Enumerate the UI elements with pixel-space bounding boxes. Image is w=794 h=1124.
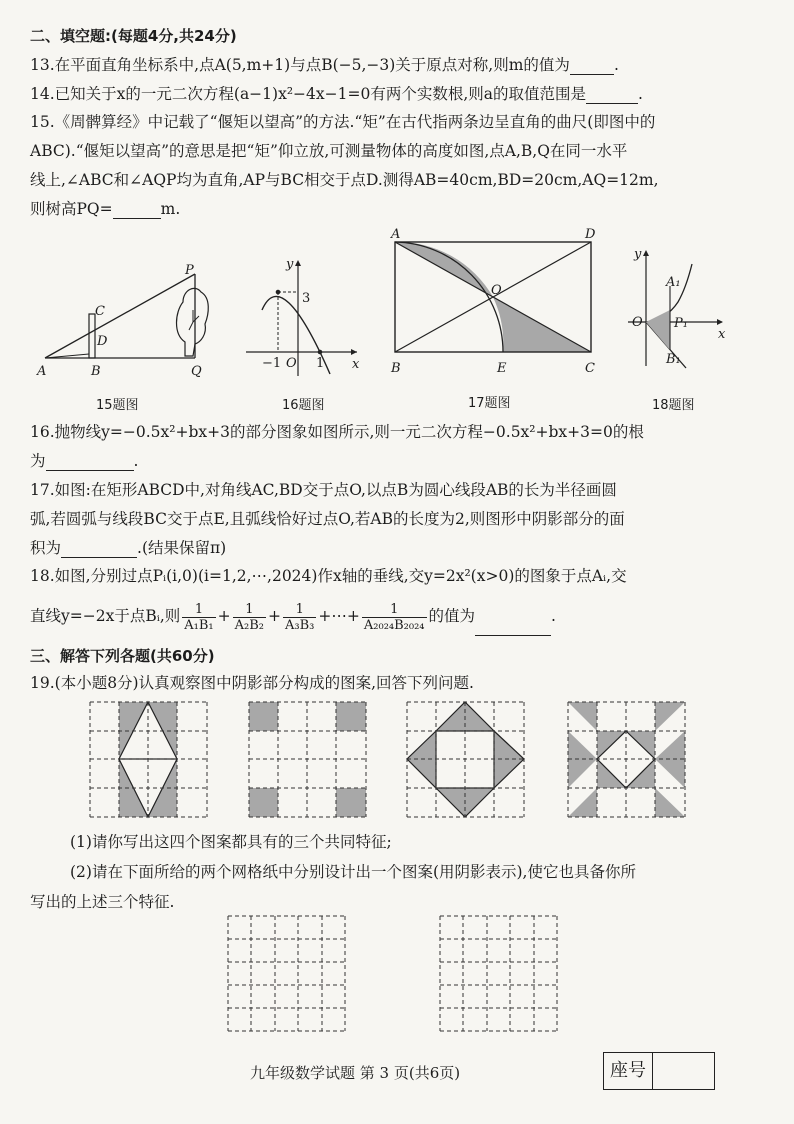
label-origin: O [632,315,643,330]
label-B: B [91,364,101,379]
label-B1: B₁ [666,352,681,367]
blank-grid-1[interactable] [228,916,345,1031]
answer-blank-14[interactable] [586,87,638,104]
seat-number-box [603,1052,715,1090]
figure-15 [35,262,225,382]
fraction-2024: $\frac{1}{\text{A₂₀₂₄B₂₀₂₄}}$ [363,601,425,633]
blank-grid-2[interactable] [440,916,557,1031]
question-15-line1: 15.《周髀算经》中记载了“偃矩以望高”的方法.“矩”在古代指两条边呈直角的曲尺(即图中的 [30,113,656,131]
label-C: C [585,361,595,376]
pattern-2 [249,702,366,817]
seat-number-field[interactable] [654,1053,714,1089]
label-A1: A₁ [666,275,681,290]
answer-blank-18[interactable] [475,619,551,636]
label-Q: Q [191,364,202,379]
label-P: P [185,263,194,278]
label-D: D [97,334,108,349]
fraction-1: $\frac{1}{\text{A₁B₁}}$ [184,601,214,633]
caption-18: 18题图 [652,398,695,413]
question-19-part2-line1: (2)请在下面所给的两个网格纸中分别设计出一个图案(用阴影表示),使它也具备你所 [70,863,636,881]
section-3-title: 三、解答下列各题(共60分) [30,647,215,665]
label-x-axis: x [718,327,726,342]
answer-blank-15[interactable] [113,202,161,219]
question-15-line4: 则树高PQ= m. [30,200,181,218]
fraction-2: $\frac{1}{\text{A₂B₂}}$ [234,601,265,633]
label-three: 3 [302,291,311,306]
caption-16: 16题图 [282,398,325,413]
page-footer: 九年级数学试题 第 3 页(共6页) [250,1064,461,1082]
answer-blank-17[interactable] [61,541,137,558]
label-P1: P₁ [674,316,688,331]
label-x-axis: x [352,357,360,372]
question-17-line1: 17.如图:在矩形ABCD中,对角线AC,BD交于点O,以点B为圆心线段AB的长为半径画圆 [30,481,617,499]
figure-18 [626,246,730,376]
question-15-line3: 线上,∠ABC和∠AQP均为直角,AP与BC相交于点D.测得AB=40cm,BD=20cm,AQ=12m, [30,171,659,189]
seat-label: 座号 [604,1053,653,1089]
section-2-title: 二、填空题:(每题4分,共24分) [30,27,237,45]
label-O: O [491,283,502,298]
question-15-line2: ABC).“偃矩以望高”的意思是把“矩”仰立放,可测量物体的高度如图,点A,B,Q在同一水平 [30,142,628,160]
label-D: D [585,227,596,242]
label-A: A [391,227,401,242]
question-17-line3: 积为 .(结果保留π) [30,539,227,557]
question-18-line2: 直线y=−2x于点Bᵢ,则 $\frac{1}{\text{A₁B₁}}$ + $\frac{1}{\text{A₂B₂}}$ + $\frac{1}{\text{A₃B₃}}$ +⋯+ $\frac{1}{\text{A₂₀₂₄B₂₀₂₄}}$ 的值为 . [30,596,556,636]
question-13: 13.在平面直角坐标系中,点A(5,m+1)与点B(−5,−3)关于原点对称,则m的值为 . [30,56,619,74]
label-y-axis: y [286,257,294,272]
question-18-line1: 18.如图,分别过点Pᵢ(i,0)(i=1,2,⋯,2024)作x轴的垂线,交y=2x²(x>0)的图象于点Aᵢ,交 [30,567,627,585]
answer-blank-13[interactable] [570,58,614,75]
fraction-3: $\frac{1}{\text{A₃B₃}}$ [285,601,315,633]
label-E: E [497,361,507,376]
label-A: A [37,364,47,379]
label-y-axis: y [634,247,642,262]
question-16-line2: 为 . [30,452,139,470]
caption-17: 17题图 [468,396,511,411]
label-B: B [391,361,401,376]
answer-blank-16[interactable] [46,454,134,471]
question-14: 14.已知关于x的一元二次方程(a−1)x²−4x−1=0有两个实数根,则a的取值范围是 . [30,85,643,103]
pattern-4 [568,702,685,817]
label-one: 1 [316,356,325,371]
question-16-line1: 16.抛物线y=−0.5x²+bx+3的部分图象如图所示,则一元二次方程−0.5x²+bx+3=0的根 [30,423,644,441]
label-C: C [95,304,105,319]
question-19-part2-line2: 写出的上述三个特征. [30,893,175,911]
caption-15: 15题图 [96,398,139,413]
question-19-line1: 19.(本小题8分)认真观察图中阴影部分构成的图案,回答下列问题. [30,674,474,692]
label-origin: O [286,356,297,371]
pattern-3 [407,702,524,817]
figure-16 [242,256,367,381]
question-19-part1: (1)请你写出这四个图案都具有的三个共同特征; [70,833,392,851]
label-neg-one: −1 [262,356,282,371]
pattern-1 [90,702,207,817]
figure-17 [385,226,601,378]
question-17-line2: 弧,若圆弧与线段BC交于点E,且弧线恰好过点O,若AB的长度为2,则图形中阴影部分的面 [30,510,625,528]
